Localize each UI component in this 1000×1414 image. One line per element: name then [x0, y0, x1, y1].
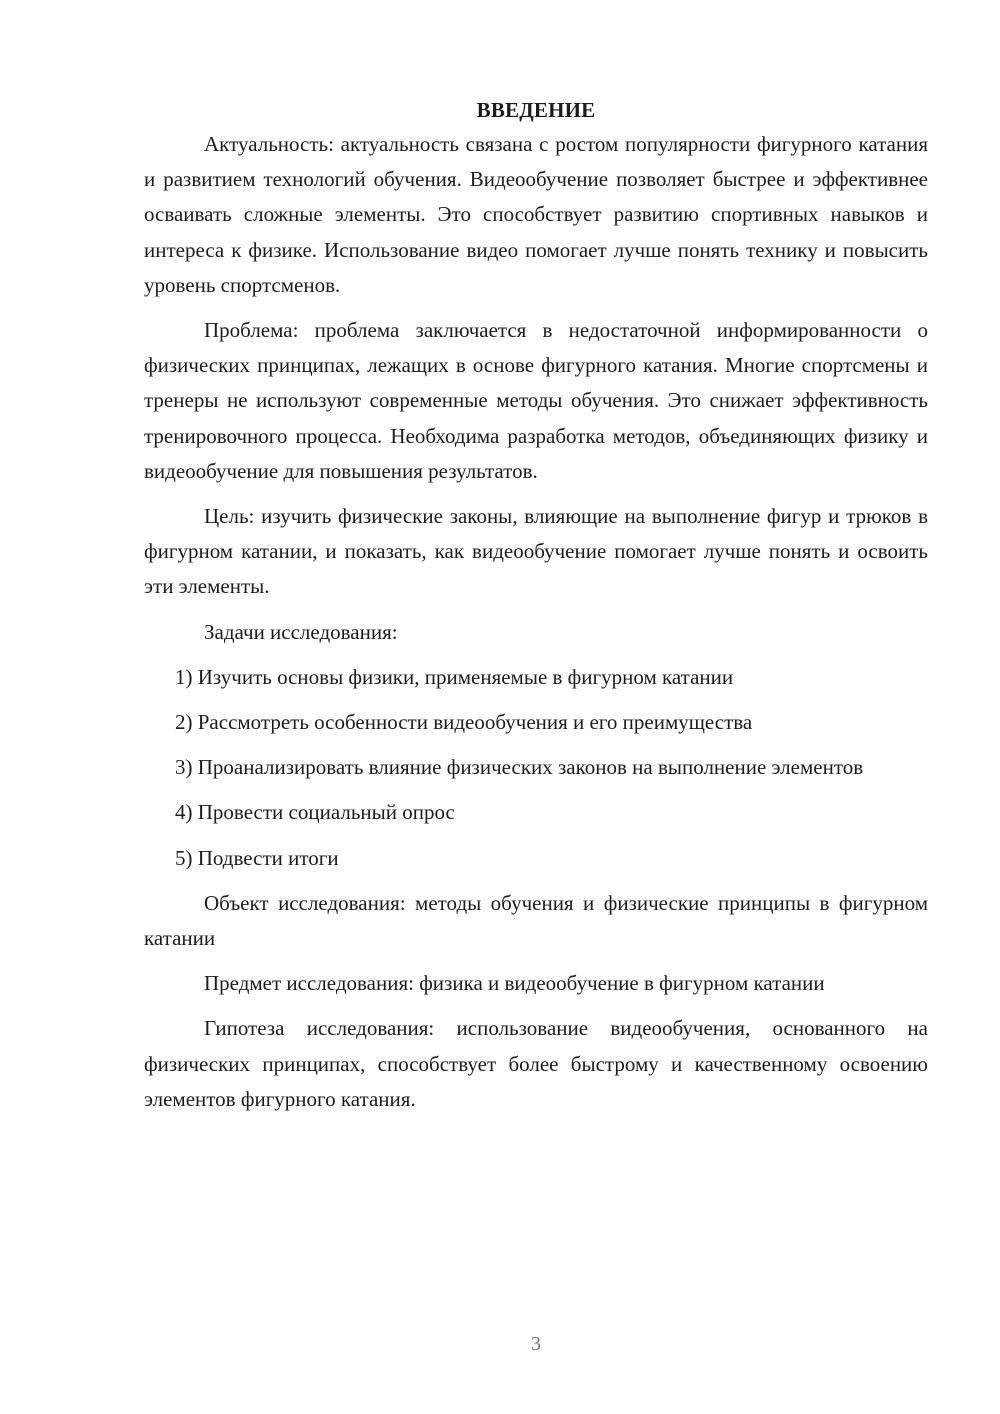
page-number: 3 — [531, 1333, 541, 1355]
list-item: 2) Рассмотреть особенности видеообучения и его преимущества — [175, 710, 753, 735]
tasks-list — [144, 660, 928, 876]
paragraph-goal: Цель: изучить физические законы, влияющие на выполнение фигур и трюков в фигурном катании, и показать, как видеообучение помогает лучше понять и освоить эти элементы. — [144, 504, 928, 599]
list-item: 3) Проанализировать влияние физических законов на выполнение элементов — [175, 755, 864, 780]
paragraph-subject: Предмет исследования: физика и видеообучение в фигурном катании — [204, 971, 825, 996]
document-page — [144, 93, 928, 1117]
tasks-heading: Задачи исследования: — [204, 619, 398, 644]
paragraph-hypothesis: Гипотеза исследования: использование видеообучения, основанного на физических принципах, способствует более быстрому и качественному освоению элементов фигурного катания. — [144, 1016, 928, 1111]
list-item: 4) Провести социальный опрос — [175, 800, 455, 825]
paragraph-object: Объект исследования: методы обучения и физические принципы в фигурном катании — [144, 890, 928, 951]
list-item: 5) Подвести итоги — [175, 845, 339, 870]
page-title: ВВЕДЕНИЕ — [476, 98, 596, 122]
list-item: 1) Изучить основы физики, применяемые в фигурном катании — [175, 664, 734, 689]
paragraph-relevance: Актуальность: актуальность связана с ростом популярности фигурного катания и развитием технологий обучения. Видеообучение позволяет быстрее и эффективнее осваивать сложные элементы. Это способствует развитию спортивных навыков и интереса к физике. Использование видео помогает лучше понять технику и повысить уровень спортсменов. — [144, 132, 928, 297]
paragraph-problem: Проблема: проблема заключается в недостаточной информированности о физических принципах, лежащих в основе фигурного катания. Многие спортсмены и тренеры не используют современные методы обучения. Это снижает эффективность тренировочного процесса. Необходима разработка методов, объединяющих физику и видеообучение для повышения результатов. — [144, 318, 928, 483]
